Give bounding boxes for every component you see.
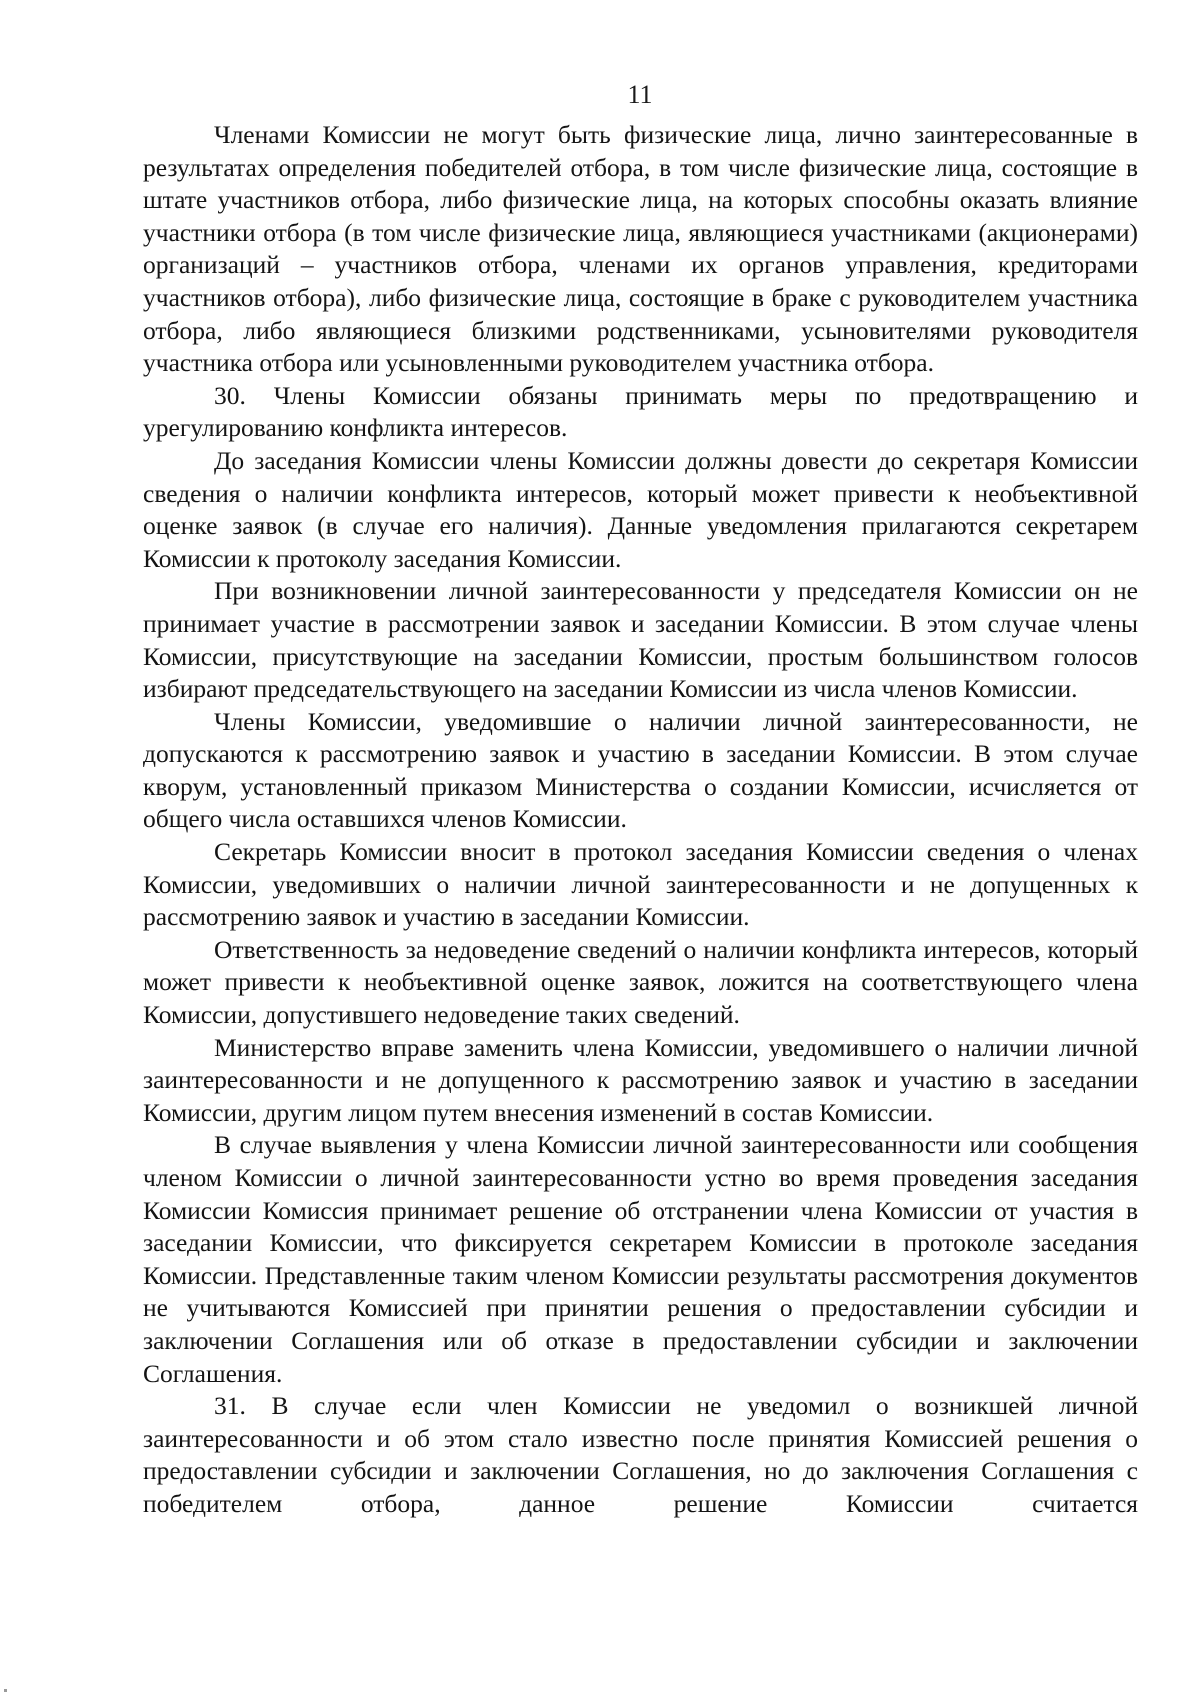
paragraph-conflict-notification: До заседания Комиссии члены Комиссии должны довести до секретаря Комиссии сведения о наличии конфликта интересов, который может привести к необъективной оценке заявок (в случае его наличия). Данные уведомления прилагаются секретарем Комиссии к протоколу заседания Комиссии.: [143, 445, 1138, 573]
paragraph-members-not-admitted: Члены Комиссии, уведомившие о наличии личной заинтересованности, не допускаются к рассмотрению заявок и участию в заседании Комиссии. В этом случае кворум, установленный приказом Министерства о создании Комиссии, исчисляется от общего числа оставшихся членов Комиссии.: [143, 706, 1138, 834]
paragraph-removal-decision: В случае выявления у члена Комиссии личной заинтересованности или сообщения членом Комиссии о личной заинтересованности устно во время проведения заседания Комиссии Комиссия принимает решение об отстранении члена Комиссии от участия в заседании Комиссии, что фиксируется секретарем Комиссии в протоколе заседания Комиссии. Представленные таким членом Комиссии результаты рассмотрения документов не учитываются Комиссией при принятии решения о предоставлении субсидии и заключении Соглашения или об отказе в предоставлении субсидии и заключении Соглашения.: [143, 1130, 1138, 1388]
paragraph-responsibility: Ответственность за недоведение сведений о наличии конфликта интересов, который может привести к необъективной оценке заявок, ложится на соответствующего члена Комиссии, допустившего недоведение таких сведений.: [143, 934, 1138, 1030]
paragraph-30-conflict-measures: 30. Члены Комиссии обязаны принимать меры по предотвращению и урегулированию конфликта интересов.: [143, 380, 1138, 443]
paragraph-chairman-interest: При возникновении личной заинтересованности у председателя Комиссии он не принимает участие в рассмотрении заявок и заседании Комиссии. В этом случае члены Комиссии, присутствующие на заседании Комиссии, простым большинством голосов избирают председательствующего на заседании Комиссии из числа членов Комиссии.: [143, 576, 1138, 704]
scan-artifact-dot: [4, 1689, 7, 1692]
document-body: [143, 119, 1138, 1521]
paragraph-ministry-replacement: Министерство вправе заменить члена Комиссии, уведомившего о наличии личной заинтересованности и не допущенного к рассмотрению заявок и участию в заседании Комиссии, другим лицом путем внесения изменений в состав Комиссии.: [143, 1032, 1138, 1127]
paragraph-secretary-protocol: Секретарь Комиссии вносит в протокол заседания Комиссии сведения о членах Комиссии, уведомивших о наличии личной заинтересованности и не допущенных к рассмотрению заявок и участию в заседании Комиссии.: [143, 837, 1138, 932]
paragraph-commission-members-restrictions: Членами Комиссии не могут быть физические лица, лично заинтересованные в результатах определения победителей отбора, в том числе физические лица, состоящие в штате участников отбора, либо физические лица, на которых способны оказать влияние участники отбора (в том числе физические лица, являющиеся участниками (акционерами) организаций – участников отбора, членами их органов управления, кредиторами участников отбора), либо физические лица, состоящие в браке с руководителем участника отбора, либо являющиеся близкими родственниками, усыновителями руководителя участника отбора или усыновленными руководителем участника отбора.: [143, 120, 1138, 378]
page-number: 11: [627, 80, 653, 109]
paragraph-31-undisclosed-interest: 31. В случае если член Комиссии не уведомил о возникшей личной заинтересованности и об этом стало известно после принятия Комиссией решения о предоставлении субсидии и заключении Соглашения, но до заключения Соглашения с победителем отбора, данное решение Комиссии считается: [143, 1391, 1138, 1518]
